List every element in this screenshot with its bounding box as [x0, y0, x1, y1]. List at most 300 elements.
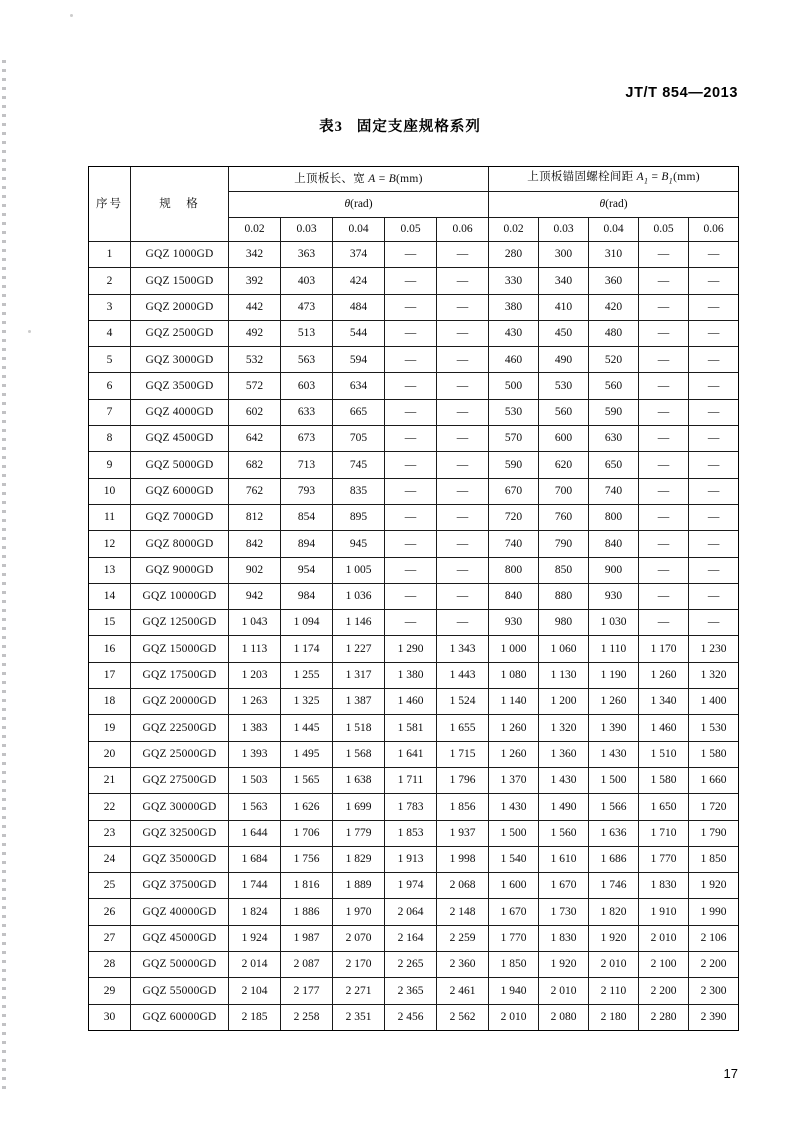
cell-left-theta-0.06: —	[437, 557, 489, 583]
cell-model: GQZ 3000GD	[131, 347, 229, 373]
cell-left-theta-0.06: 1 655	[437, 715, 489, 741]
cell-right-theta-0.06: —	[689, 242, 739, 268]
cell-right-theta-0.04: 650	[589, 452, 639, 478]
cell-right-theta-0.06: —	[689, 504, 739, 530]
cell-left-theta-0.02: 1 824	[229, 899, 281, 925]
header-tick-right-0: 0.02	[489, 218, 539, 242]
table-row	[89, 452, 739, 478]
header-tick-left-2: 0.04	[333, 218, 385, 242]
cell-left-theta-0.04: 1 227	[333, 636, 385, 662]
cell-left-theta-0.04: 1 970	[333, 899, 385, 925]
cell-left-theta-0.05: —	[385, 557, 437, 583]
cell-right-theta-0.03: 2 080	[539, 1004, 589, 1030]
cell-left-theta-0.06: —	[437, 504, 489, 530]
cell-left-theta-0.04: 1 568	[333, 741, 385, 767]
cell-right-theta-0.06: —	[689, 610, 739, 636]
table-row	[89, 952, 739, 978]
cell-serial: 13	[89, 557, 131, 583]
cell-left-theta-0.02: 442	[229, 294, 281, 320]
cell-right-theta-0.03: 340	[539, 268, 589, 294]
table-row	[89, 399, 739, 425]
cell-serial: 7	[89, 399, 131, 425]
cell-left-theta-0.03: 563	[281, 347, 333, 373]
cell-right-theta-0.05: 2 200	[639, 978, 689, 1004]
scan-speck	[28, 330, 31, 333]
cell-model: GQZ 6000GD	[131, 478, 229, 504]
table-row	[89, 662, 739, 688]
cell-right-theta-0.03: 1 060	[539, 636, 589, 662]
cell-right-theta-0.05: 1 340	[639, 689, 689, 715]
header-group-plate-dimension: 上顶板长、宽 A = B(mm)	[229, 167, 489, 192]
cell-right-theta-0.02: 800	[489, 557, 539, 583]
cell-right-theta-0.02: 670	[489, 478, 539, 504]
cell-left-theta-0.03: 894	[281, 531, 333, 557]
cell-serial: 5	[89, 347, 131, 373]
cell-right-theta-0.04: 520	[589, 347, 639, 373]
cell-left-theta-0.05: 1 380	[385, 662, 437, 688]
cell-left-theta-0.06: 2 562	[437, 1004, 489, 1030]
cell-left-theta-0.05: 2 265	[385, 952, 437, 978]
table-title-text: 固定支座规格系列	[356, 119, 481, 135]
cell-model: GQZ 20000GD	[131, 689, 229, 715]
cell-left-theta-0.04: 1 146	[333, 610, 385, 636]
cell-left-theta-0.04: 2 170	[333, 952, 385, 978]
cell-left-theta-0.02: 682	[229, 452, 281, 478]
cell-serial: 28	[89, 952, 131, 978]
cell-left-theta-0.02: 1 924	[229, 925, 281, 951]
cell-right-theta-0.05: 1 710	[639, 820, 689, 846]
cell-model: GQZ 4000GD	[131, 399, 229, 425]
cell-model: GQZ 9000GD	[131, 557, 229, 583]
header-tick-right-3: 0.05	[639, 218, 689, 242]
cell-left-theta-0.06: 1 524	[437, 689, 489, 715]
cell-model: GQZ 10000GD	[131, 583, 229, 609]
table-row	[89, 820, 739, 846]
cell-right-theta-0.05: —	[639, 610, 689, 636]
cell-left-theta-0.04: 2 271	[333, 978, 385, 1004]
cell-serial: 3	[89, 294, 131, 320]
cell-left-theta-0.03: 1 325	[281, 689, 333, 715]
cell-right-theta-0.03: 1 360	[539, 741, 589, 767]
cell-right-theta-0.04: 1 110	[589, 636, 639, 662]
cell-left-theta-0.03: 1 816	[281, 873, 333, 899]
cell-left-theta-0.04: 1 387	[333, 689, 385, 715]
header-spec: 规 格	[131, 167, 229, 242]
cell-model: GQZ 7000GD	[131, 504, 229, 530]
cell-right-theta-0.04: 740	[589, 478, 639, 504]
cell-right-theta-0.02: 1 600	[489, 873, 539, 899]
cell-right-theta-0.03: 1 830	[539, 925, 589, 951]
cell-left-theta-0.05: —	[385, 294, 437, 320]
cell-left-theta-0.03: 1 987	[281, 925, 333, 951]
cell-right-theta-0.05: —	[639, 531, 689, 557]
fixed-bearing-spec-table	[88, 166, 739, 1031]
cell-right-theta-0.03: 450	[539, 320, 589, 346]
table-row	[89, 715, 739, 741]
cell-left-theta-0.03: 673	[281, 426, 333, 452]
cell-right-theta-0.06: 1 990	[689, 899, 739, 925]
cell-right-theta-0.06: —	[689, 347, 739, 373]
cell-left-theta-0.02: 2 014	[229, 952, 281, 978]
cell-right-theta-0.04: 1 746	[589, 873, 639, 899]
cell-left-theta-0.03: 1 756	[281, 846, 333, 872]
cell-left-theta-0.02: 1 684	[229, 846, 281, 872]
cell-model: GQZ 2000GD	[131, 294, 229, 320]
cell-serial: 27	[89, 925, 131, 951]
cell-left-theta-0.03: 1 174	[281, 636, 333, 662]
cell-left-theta-0.04: 1 889	[333, 873, 385, 899]
cell-left-theta-0.02: 2 185	[229, 1004, 281, 1030]
table-row	[89, 320, 739, 346]
cell-left-theta-0.05: 1 853	[385, 820, 437, 846]
cell-right-theta-0.04: 2 110	[589, 978, 639, 1004]
cell-model: GQZ 1500GD	[131, 268, 229, 294]
cell-right-theta-0.04: 590	[589, 399, 639, 425]
cell-right-theta-0.05: —	[639, 426, 689, 452]
cell-left-theta-0.03: 713	[281, 452, 333, 478]
cell-right-theta-0.03: 1 670	[539, 873, 589, 899]
cell-left-theta-0.02: 1 644	[229, 820, 281, 846]
cell-left-theta-0.04: 424	[333, 268, 385, 294]
cell-model: GQZ 12500GD	[131, 610, 229, 636]
cell-right-theta-0.02: 840	[489, 583, 539, 609]
table-row	[89, 504, 739, 530]
table-row	[89, 978, 739, 1004]
table-row	[89, 873, 739, 899]
cell-right-theta-0.05: 1 460	[639, 715, 689, 741]
cell-left-theta-0.06: 1 796	[437, 767, 489, 793]
cell-left-theta-0.03: 403	[281, 268, 333, 294]
table-row	[89, 767, 739, 793]
cell-right-theta-0.05: —	[639, 268, 689, 294]
cell-left-theta-0.03: 363	[281, 242, 333, 268]
cell-left-theta-0.04: 2 070	[333, 925, 385, 951]
cell-left-theta-0.02: 812	[229, 504, 281, 530]
cell-serial: 15	[89, 610, 131, 636]
cell-right-theta-0.05: —	[639, 504, 689, 530]
cell-left-theta-0.06: 1 343	[437, 636, 489, 662]
cell-serial: 29	[89, 978, 131, 1004]
header-tick-right-4: 0.06	[689, 218, 739, 242]
cell-left-theta-0.04: 374	[333, 242, 385, 268]
cell-left-theta-0.06: 1 856	[437, 794, 489, 820]
cell-right-theta-0.06: —	[689, 557, 739, 583]
cell-left-theta-0.04: 1 005	[333, 557, 385, 583]
cell-right-theta-0.06: —	[689, 320, 739, 346]
table-row	[89, 294, 739, 320]
cell-left-theta-0.02: 1 563	[229, 794, 281, 820]
cell-left-theta-0.04: 945	[333, 531, 385, 557]
cell-right-theta-0.02: 530	[489, 399, 539, 425]
cell-right-theta-0.06: 1 790	[689, 820, 739, 846]
cell-left-theta-0.05: 1 913	[385, 846, 437, 872]
cell-left-theta-0.03: 1 565	[281, 767, 333, 793]
cell-serial: 23	[89, 820, 131, 846]
table-row	[89, 583, 739, 609]
cell-right-theta-0.03: 1 320	[539, 715, 589, 741]
cell-model: GQZ 3500GD	[131, 373, 229, 399]
cell-right-theta-0.04: 900	[589, 557, 639, 583]
cell-right-theta-0.04: 1 920	[589, 925, 639, 951]
cell-left-theta-0.04: 1 829	[333, 846, 385, 872]
cell-right-theta-0.03: 1 920	[539, 952, 589, 978]
cell-left-theta-0.02: 602	[229, 399, 281, 425]
cell-right-theta-0.02: 430	[489, 320, 539, 346]
cell-left-theta-0.06: —	[437, 268, 489, 294]
cell-left-theta-0.05: —	[385, 373, 437, 399]
table-row	[89, 557, 739, 583]
cell-left-theta-0.04: 1 779	[333, 820, 385, 846]
cell-left-theta-0.03: 793	[281, 478, 333, 504]
running-head-standard-number: JT/T 854—2013	[625, 85, 738, 101]
cell-right-theta-0.04: 1 636	[589, 820, 639, 846]
cell-right-theta-0.02: 1 430	[489, 794, 539, 820]
cell-right-theta-0.06: —	[689, 478, 739, 504]
cell-right-theta-0.02: 330	[489, 268, 539, 294]
cell-left-theta-0.03: 1 886	[281, 899, 333, 925]
cell-model: GQZ 60000GD	[131, 1004, 229, 1030]
cell-left-theta-0.04: 705	[333, 426, 385, 452]
header-tick-left-3: 0.05	[385, 218, 437, 242]
cell-right-theta-0.02: 500	[489, 373, 539, 399]
cell-model: GQZ 4500GD	[131, 426, 229, 452]
cell-right-theta-0.06: 2 200	[689, 952, 739, 978]
cell-right-theta-0.03: 530	[539, 373, 589, 399]
cell-left-theta-0.05: —	[385, 504, 437, 530]
cell-left-theta-0.06: 2 068	[437, 873, 489, 899]
cell-right-theta-0.02: 2 010	[489, 1004, 539, 1030]
cell-right-theta-0.04: 1 566	[589, 794, 639, 820]
cell-right-theta-0.06: —	[689, 399, 739, 425]
cell-right-theta-0.05: 2 100	[639, 952, 689, 978]
table-row	[89, 846, 739, 872]
cell-left-theta-0.05: 2 365	[385, 978, 437, 1004]
cell-serial: 1	[89, 242, 131, 268]
cell-serial: 24	[89, 846, 131, 872]
cell-left-theta-0.05: 1 974	[385, 873, 437, 899]
cell-left-theta-0.03: 2 258	[281, 1004, 333, 1030]
cell-left-theta-0.04: 1 317	[333, 662, 385, 688]
cell-right-theta-0.06: 2 300	[689, 978, 739, 1004]
cell-right-theta-0.03: 1 430	[539, 767, 589, 793]
cell-serial: 30	[89, 1004, 131, 1030]
cell-serial: 11	[89, 504, 131, 530]
cell-model: GQZ 15000GD	[131, 636, 229, 662]
cell-left-theta-0.06: —	[437, 373, 489, 399]
cell-right-theta-0.05: —	[639, 557, 689, 583]
cell-left-theta-0.04: 2 351	[333, 1004, 385, 1030]
cell-right-theta-0.05: 1 910	[639, 899, 689, 925]
cell-right-theta-0.02: 720	[489, 504, 539, 530]
cell-left-theta-0.02: 572	[229, 373, 281, 399]
cell-right-theta-0.04: 630	[589, 426, 639, 452]
cell-left-theta-0.05: —	[385, 242, 437, 268]
cell-right-theta-0.04: 560	[589, 373, 639, 399]
cell-left-theta-0.02: 532	[229, 347, 281, 373]
cell-left-theta-0.03: 984	[281, 583, 333, 609]
table-row	[89, 373, 739, 399]
cell-right-theta-0.02: 380	[489, 294, 539, 320]
cell-right-theta-0.04: 420	[589, 294, 639, 320]
cell-right-theta-0.03: 1 730	[539, 899, 589, 925]
spec-table-container	[88, 166, 738, 1031]
cell-serial: 2	[89, 268, 131, 294]
cell-right-theta-0.02: 590	[489, 452, 539, 478]
cell-left-theta-0.05: —	[385, 268, 437, 294]
table-row	[89, 925, 739, 951]
cell-model: GQZ 45000GD	[131, 925, 229, 951]
table-row	[89, 242, 739, 268]
cell-left-theta-0.02: 1 383	[229, 715, 281, 741]
cell-left-theta-0.03: 1 255	[281, 662, 333, 688]
cell-right-theta-0.03: 1 560	[539, 820, 589, 846]
cell-right-theta-0.02: 1 140	[489, 689, 539, 715]
cell-left-theta-0.05: 1 290	[385, 636, 437, 662]
cell-left-theta-0.05: —	[385, 531, 437, 557]
cell-model: GQZ 30000GD	[131, 794, 229, 820]
cell-right-theta-0.03: 790	[539, 531, 589, 557]
cell-left-theta-0.06: —	[437, 478, 489, 504]
table-row	[89, 347, 739, 373]
cell-right-theta-0.02: 1 080	[489, 662, 539, 688]
cell-left-theta-0.04: 1 699	[333, 794, 385, 820]
cell-left-theta-0.05: —	[385, 426, 437, 452]
cell-right-theta-0.04: 1 686	[589, 846, 639, 872]
cell-model: GQZ 5000GD	[131, 452, 229, 478]
cell-serial: 8	[89, 426, 131, 452]
cell-serial: 19	[89, 715, 131, 741]
cell-left-theta-0.03: 2 087	[281, 952, 333, 978]
cell-right-theta-0.02: 1 940	[489, 978, 539, 1004]
cell-right-theta-0.05: 1 260	[639, 662, 689, 688]
cell-left-theta-0.03: 2 177	[281, 978, 333, 1004]
cell-left-theta-0.04: 484	[333, 294, 385, 320]
cell-left-theta-0.03: 603	[281, 373, 333, 399]
cell-model: GQZ 22500GD	[131, 715, 229, 741]
cell-left-theta-0.06: 2 360	[437, 952, 489, 978]
cell-serial: 12	[89, 531, 131, 557]
cell-left-theta-0.04: 665	[333, 399, 385, 425]
cell-left-theta-0.04: 745	[333, 452, 385, 478]
table-caption	[0, 115, 800, 136]
cell-model: GQZ 27500GD	[131, 767, 229, 793]
cell-right-theta-0.03: 1 610	[539, 846, 589, 872]
table-row	[89, 478, 739, 504]
cell-model: GQZ 25000GD	[131, 741, 229, 767]
cell-left-theta-0.06: 2 259	[437, 925, 489, 951]
cell-right-theta-0.05: —	[639, 399, 689, 425]
cell-right-theta-0.03: 600	[539, 426, 589, 452]
cell-right-theta-0.05: —	[639, 320, 689, 346]
cell-right-theta-0.05: 1 650	[639, 794, 689, 820]
header-row-groups	[89, 167, 739, 192]
cell-left-theta-0.06: —	[437, 399, 489, 425]
cell-left-theta-0.02: 1 393	[229, 741, 281, 767]
page-number: 17	[723, 1066, 738, 1081]
cell-right-theta-0.02: 740	[489, 531, 539, 557]
cell-serial: 10	[89, 478, 131, 504]
cell-right-theta-0.02: 570	[489, 426, 539, 452]
cell-right-theta-0.04: 2 010	[589, 952, 639, 978]
cell-right-theta-0.05: 1 170	[639, 636, 689, 662]
cell-right-theta-0.04: 480	[589, 320, 639, 346]
cell-left-theta-0.05: —	[385, 610, 437, 636]
header-tick-right-1: 0.03	[539, 218, 589, 242]
cell-left-theta-0.03: 854	[281, 504, 333, 530]
cell-right-theta-0.06: —	[689, 426, 739, 452]
cell-right-theta-0.05: —	[639, 242, 689, 268]
cell-right-theta-0.03: 1 490	[539, 794, 589, 820]
cell-left-theta-0.06: —	[437, 583, 489, 609]
table-label: 表3	[319, 119, 343, 135]
cell-left-theta-0.06: —	[437, 531, 489, 557]
cell-right-theta-0.05: —	[639, 583, 689, 609]
cell-right-theta-0.02: 1 500	[489, 820, 539, 846]
cell-left-theta-0.04: 634	[333, 373, 385, 399]
cell-right-theta-0.06: 1 530	[689, 715, 739, 741]
header-tick-left-0: 0.02	[229, 218, 281, 242]
header-tick-right-2: 0.04	[589, 218, 639, 242]
cell-left-theta-0.05: 2 456	[385, 1004, 437, 1030]
cell-right-theta-0.04: 1 260	[589, 689, 639, 715]
cell-right-theta-0.04: 1 820	[589, 899, 639, 925]
cell-right-theta-0.02: 1 260	[489, 741, 539, 767]
cell-right-theta-0.02: 1 770	[489, 925, 539, 951]
cell-right-theta-0.03: 410	[539, 294, 589, 320]
cell-left-theta-0.06: —	[437, 320, 489, 346]
header-tick-left-1: 0.03	[281, 218, 333, 242]
cell-left-theta-0.04: 1 518	[333, 715, 385, 741]
cell-serial: 4	[89, 320, 131, 346]
cell-left-theta-0.02: 942	[229, 583, 281, 609]
cell-left-theta-0.06: 1 937	[437, 820, 489, 846]
cell-right-theta-0.05: 1 770	[639, 846, 689, 872]
table-row	[89, 636, 739, 662]
cell-left-theta-0.05: 1 460	[385, 689, 437, 715]
cell-left-theta-0.05: —	[385, 347, 437, 373]
cell-serial: 18	[89, 689, 131, 715]
cell-right-theta-0.02: 1 370	[489, 767, 539, 793]
cell-right-theta-0.06: —	[689, 452, 739, 478]
cell-left-theta-0.06: —	[437, 610, 489, 636]
cell-model: GQZ 32500GD	[131, 820, 229, 846]
cell-right-theta-0.05: 1 580	[639, 767, 689, 793]
cell-right-theta-0.04: 800	[589, 504, 639, 530]
cell-serial: 21	[89, 767, 131, 793]
cell-right-theta-0.06: —	[689, 531, 739, 557]
table-row	[89, 689, 739, 715]
cell-right-theta-0.06: 2 106	[689, 925, 739, 951]
cell-right-theta-0.03: 980	[539, 610, 589, 636]
cell-left-theta-0.04: 895	[333, 504, 385, 530]
cell-right-theta-0.05: —	[639, 452, 689, 478]
cell-right-theta-0.05: —	[639, 478, 689, 504]
cell-left-theta-0.02: 1 263	[229, 689, 281, 715]
cell-right-theta-0.06: 2 390	[689, 1004, 739, 1030]
cell-right-theta-0.05: 1 830	[639, 873, 689, 899]
cell-left-theta-0.02: 1 043	[229, 610, 281, 636]
table-row	[89, 794, 739, 820]
cell-left-theta-0.06: —	[437, 347, 489, 373]
cell-right-theta-0.02: 1 260	[489, 715, 539, 741]
header-theta-left: θ(rad)	[229, 192, 489, 218]
cell-serial: 16	[89, 636, 131, 662]
cell-right-theta-0.02: 1 540	[489, 846, 539, 872]
cell-left-theta-0.05: —	[385, 583, 437, 609]
table-body	[89, 242, 739, 1031]
cell-serial: 22	[89, 794, 131, 820]
cell-left-theta-0.02: 2 104	[229, 978, 281, 1004]
